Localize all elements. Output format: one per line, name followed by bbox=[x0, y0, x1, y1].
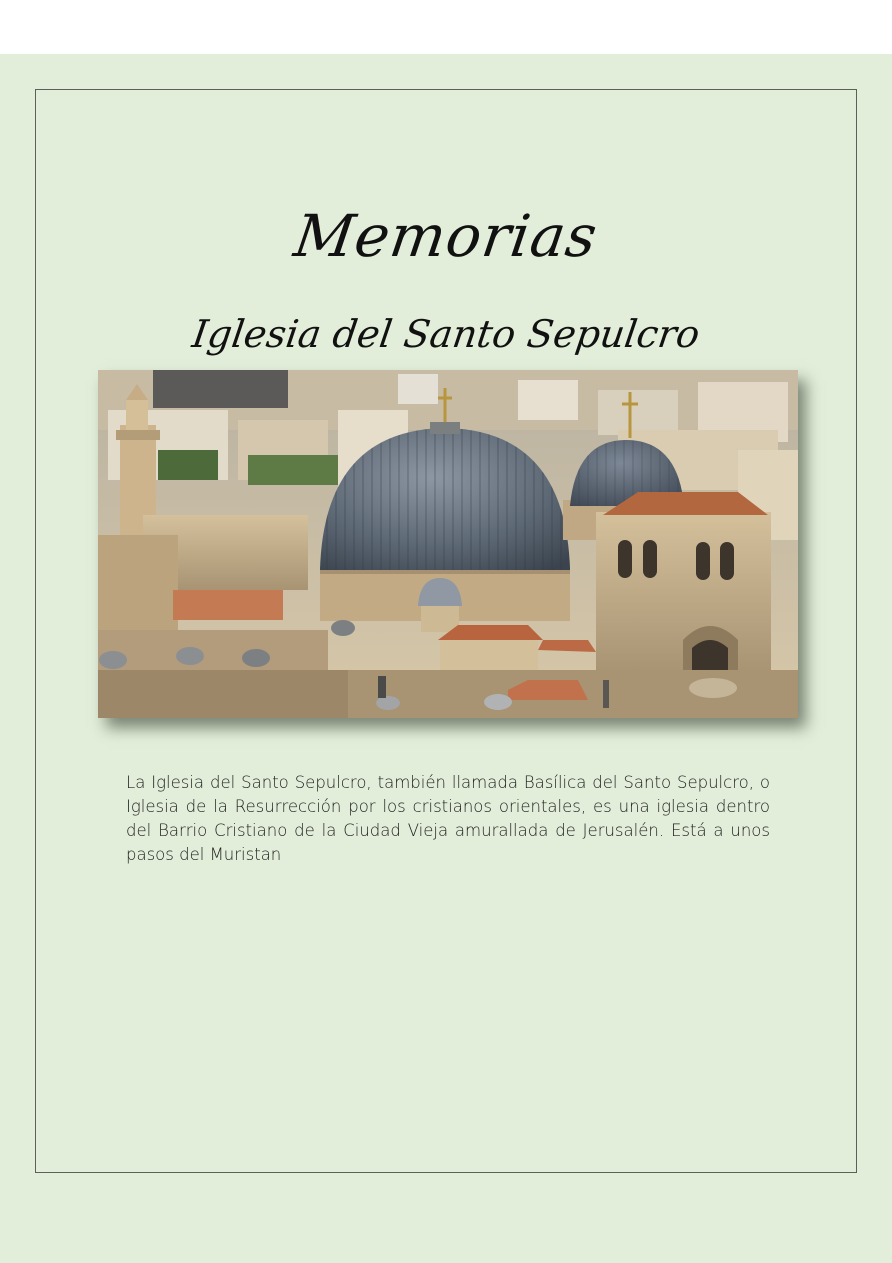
page-subtitle: Iglesia del Santo Sepulcro bbox=[189, 312, 703, 356]
church-photo-illustration bbox=[98, 370, 798, 718]
page-title: Memorias bbox=[290, 202, 602, 270]
page-border-frame bbox=[35, 89, 857, 1173]
page bbox=[0, 54, 892, 1263]
body-paragraph: La Iglesia del Santo Sepulcro, también llamada Basílica del Santo Sepulcro, o Iglesia de la Resurrección por los cristianos orientales, es una iglesia dentro del Barrio Cristiano de la Ciudad Vieja amurallada de Jerusalén. Está a unos pasos del Muristan bbox=[126, 773, 770, 864]
church-photo bbox=[98, 370, 798, 718]
